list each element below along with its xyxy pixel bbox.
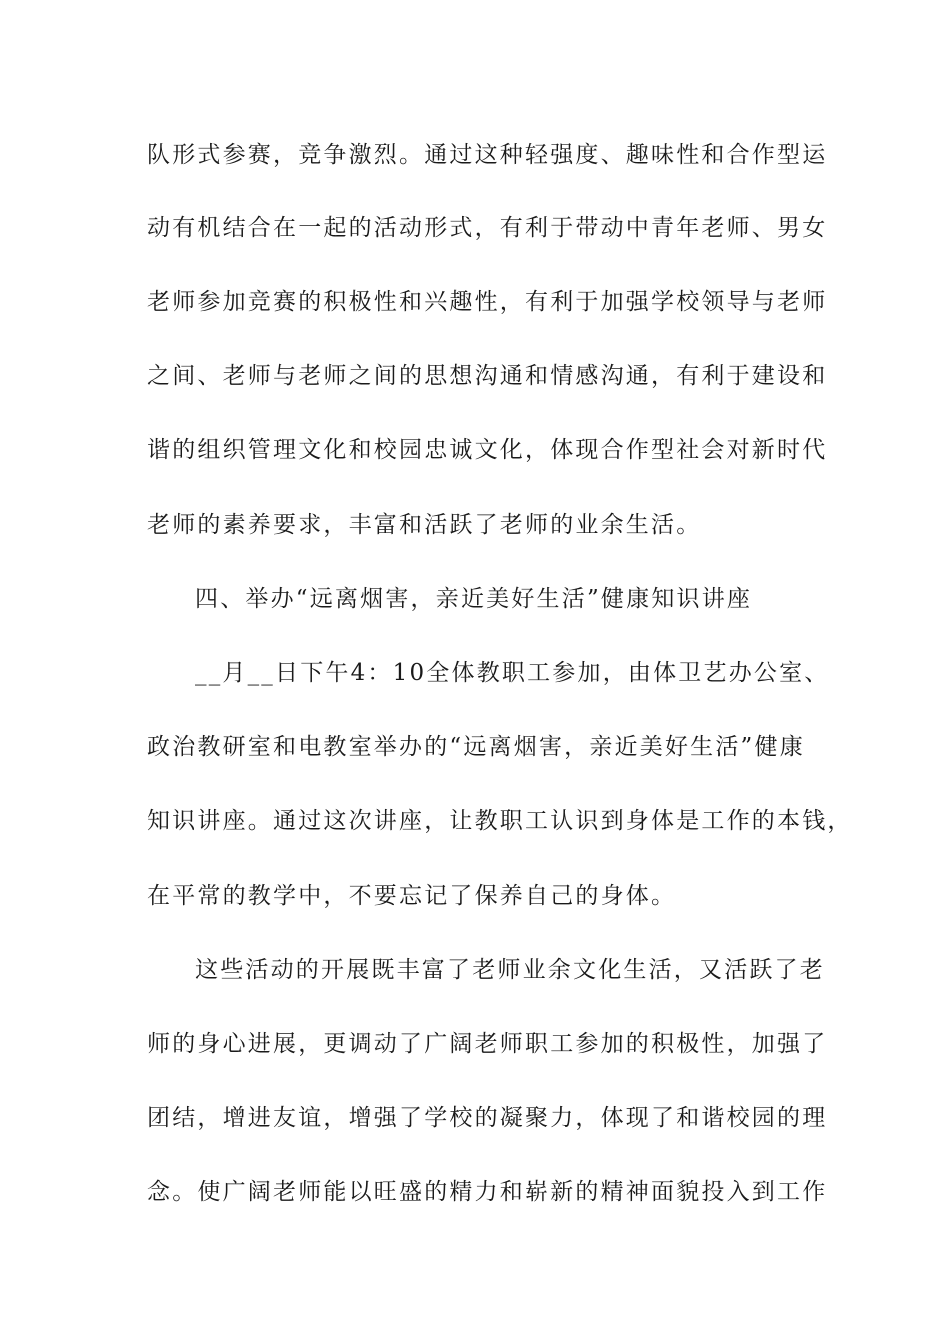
body-text-line: 老师的素养要求，丰富和活跃了老师的业余生活。 (147, 512, 702, 538)
body-text-line: 队形式参赛，竞争激烈。通过这种轻强度、趣味性和合作型运 (147, 142, 828, 168)
body-text-line: 谐的组织管理文化和校园忠诚文化，体现合作型社会对新时代 (147, 437, 828, 463)
body-text-line: 在平常的教学中，不要忘记了保养自己的身体。 (147, 883, 677, 909)
body-text-line: 之间、老师与老师之间的思想沟通和情感沟通，有利于建设和 (147, 363, 828, 389)
body-text-line: 动有机结合在一起的活动形式，有利于带动中青年老师、男女 (147, 215, 828, 241)
body-text-line: 知识讲座。通过这次讲座，让教职工认识到身体是工作的本钱， (147, 808, 853, 834)
body-text-line: 老师参加竞赛的积极性和兴趣性，有利于加强学校领导与老师 (147, 289, 828, 315)
body-text-line: 团结，增进友谊，增强了学校的凝聚力，体现了和谐校园的理 (147, 1105, 828, 1131)
body-text-line: __月__日下午4：10全体教职工参加，由体卫艺办公室、 (195, 660, 830, 686)
body-text-line: 师的身心进展，更调动了广阔老师职工参加的积极性，加强了 (147, 1031, 828, 1057)
body-text-line: 这些活动的开展既丰富了老师业余文化生活，又活跃了老 (195, 957, 825, 983)
body-text-line: 政治教研室和电教室举办的“远离烟害，亲近美好生活”健康 (147, 734, 805, 760)
body-text-line: 念。使广阔老师能以旺盛的精力和崭新的精神面貌投入到工作 (147, 1179, 828, 1205)
section-heading: 四、举办“远离烟害，亲近美好生活”健康知识讲座 (195, 586, 753, 612)
